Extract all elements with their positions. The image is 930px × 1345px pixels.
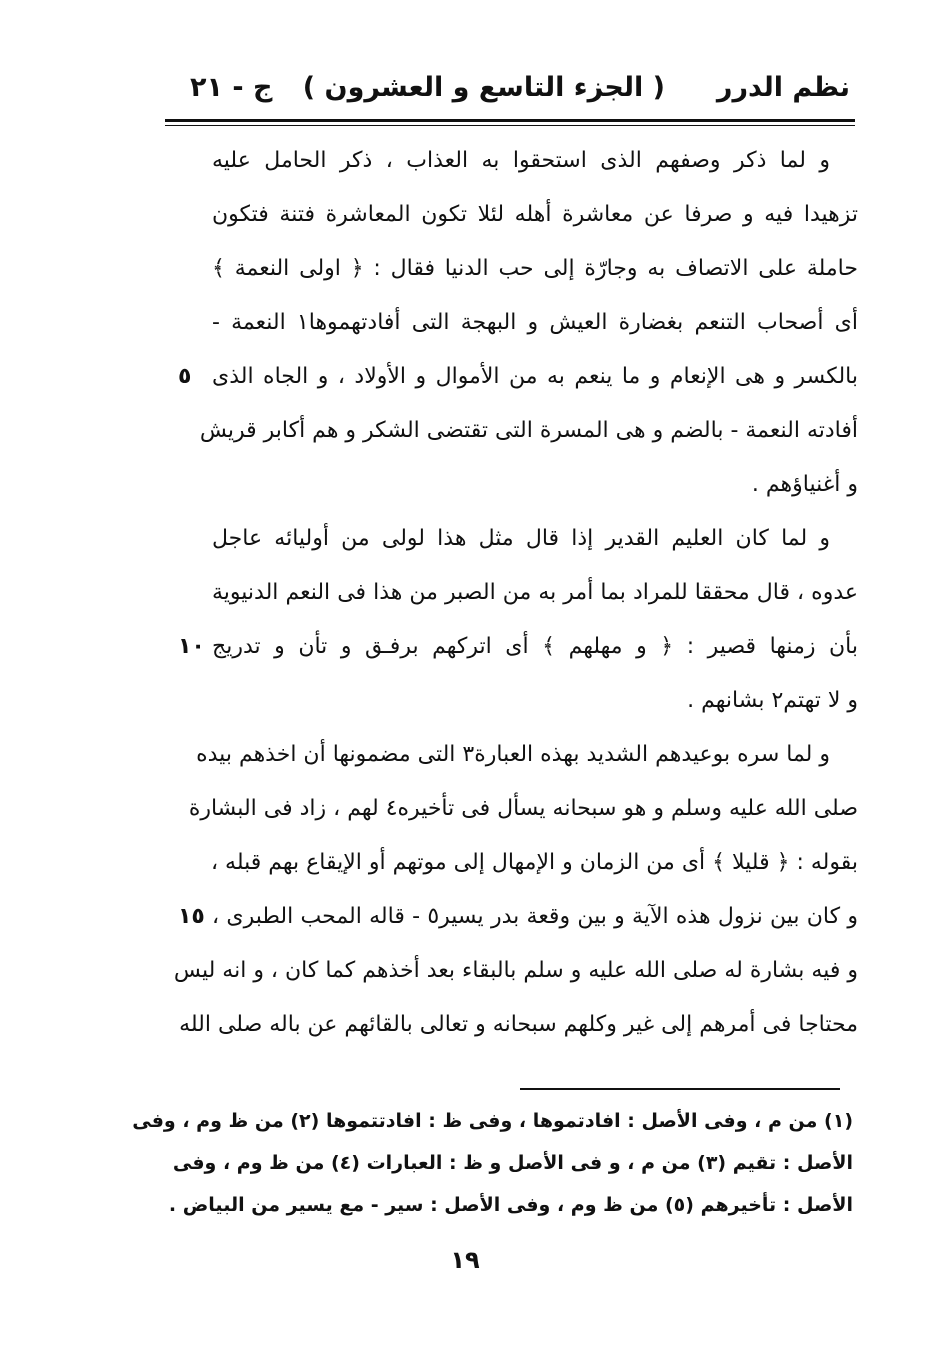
text-line bbox=[178, 620, 858, 674]
text-line-content: أفادته النعمة - بالضم و هى المسرة التى تقتضى الشكر و هم أكابر قريش bbox=[199, 418, 858, 443]
text-line bbox=[178, 566, 858, 620]
text-line-content: حاملة على الاتصاف به وجارّة إلى حب الدنيا فقال : ﴿ اولى النعمة ﴾ bbox=[212, 256, 858, 281]
text-line bbox=[178, 890, 858, 944]
text-line bbox=[178, 242, 858, 296]
line-number: ١٥ bbox=[178, 904, 205, 929]
book-title: نظم الدرر bbox=[716, 72, 850, 103]
text-line-content: بالكسر و هى الإنعام و ما ينعم به من الأموال و الأولاد ، و الجاه الذى bbox=[212, 364, 858, 389]
volume-number: ج - ٢١ bbox=[190, 72, 273, 103]
text-line-content: محتاجا فى أمرهم إلى غير وكلهم سبحانه و تعالى بالقائهم عن باله صلى الله bbox=[179, 1012, 858, 1037]
text-line-content: و لما ذكر وصفهم الذى استحقوا به العذاب ، ذكر الحامل عليه bbox=[212, 148, 830, 173]
footnote-separator bbox=[520, 1088, 840, 1090]
line-number: ٥ bbox=[178, 364, 192, 389]
text-line-content: و لما كان العليم القدير إذا قال مثل هذا لولى من أوليائه عاجل bbox=[212, 526, 830, 551]
text-line bbox=[178, 296, 858, 350]
page-number: ١٩ bbox=[450, 1246, 480, 1274]
text-line bbox=[178, 512, 858, 566]
footnote-line: الأصل : تأخيرهم (٥) من ظ وم ، وفى الأصل : سير - مع يسير من البياض . bbox=[168, 1194, 853, 1216]
footnote-line: الأصل : تقيم (٣) من م ، و فى الأصل و ظ : العبارات (٤) من ظ وم ، وفى bbox=[172, 1152, 853, 1174]
text-line bbox=[178, 458, 858, 512]
running-header bbox=[170, 72, 850, 112]
text-line-content: عدوه ، قال محققا للمراد بما أمر به من الصبر من هذا فى النعم الدنيوية bbox=[212, 580, 858, 605]
text-line bbox=[178, 674, 858, 728]
text-line-content: و لا تهتم٢ بشانهم . bbox=[687, 688, 858, 713]
text-line-content: تزهيدا فيه و صرفا عن معاشرة أهله لئلا تكون المعاشرة فتنة فتكون bbox=[212, 202, 858, 227]
text-line bbox=[178, 782, 858, 836]
text-line bbox=[178, 350, 858, 404]
footnote-line: (١) من م ، وفى الأصل : افادتموها ، وفى ظ : افادتتموها (٢) من ظ وم ، وفى bbox=[132, 1110, 853, 1132]
text-line bbox=[178, 998, 858, 1052]
text-line bbox=[178, 134, 858, 188]
footnotes bbox=[132, 1100, 853, 1226]
header-rule-thin bbox=[165, 125, 855, 126]
text-line-content: و أغنياؤهم . bbox=[751, 472, 858, 497]
body-text bbox=[173, 134, 858, 1052]
text-line-content: صلى الله عليه وسلم و هو سبحانه يسأل فى تأخيره٤ لهم ، زاد فى البشارة bbox=[188, 796, 858, 821]
text-line bbox=[178, 836, 858, 890]
text-line-content: و كان بين نزول هذه الآية و بين وقعة بدر يسير٥ - قاله المحب الطبرى ، bbox=[212, 904, 858, 929]
text-line-content: بأن زمنها قصير : ﴿ و مهلهم ﴾ أى اتركهم برفـق و تأن و تدريج bbox=[212, 634, 858, 659]
text-line bbox=[178, 188, 858, 242]
line-number: ١٠ bbox=[178, 634, 205, 659]
text-line bbox=[178, 728, 858, 782]
text-line bbox=[173, 944, 858, 998]
text-line-content: أى أصحاب التنعم بغضارة العيش و البهجة التى أفادتهموها١ النعمة - bbox=[212, 310, 858, 335]
text-line-content: و فيه بشارة له صلى الله عليه و سلم بالبقاء بعد أخذهم كما كان ، و انه ليس bbox=[173, 958, 858, 983]
text-line-content: بقوله : ﴿ قليلا ﴾ أى من الزمان و الإمهال إلى موتهم أو الإيقاع بهم قبله ، bbox=[210, 850, 858, 875]
header-rule-thick bbox=[165, 119, 855, 122]
text-line bbox=[178, 404, 858, 458]
part-title: ( الجزء التاسع و العشرون ) bbox=[302, 72, 665, 103]
text-line-content: و لما سره بوعيدهم الشديد بهذه العبارة٣ التى مضمونها أن اخذهم بيده bbox=[196, 742, 830, 767]
